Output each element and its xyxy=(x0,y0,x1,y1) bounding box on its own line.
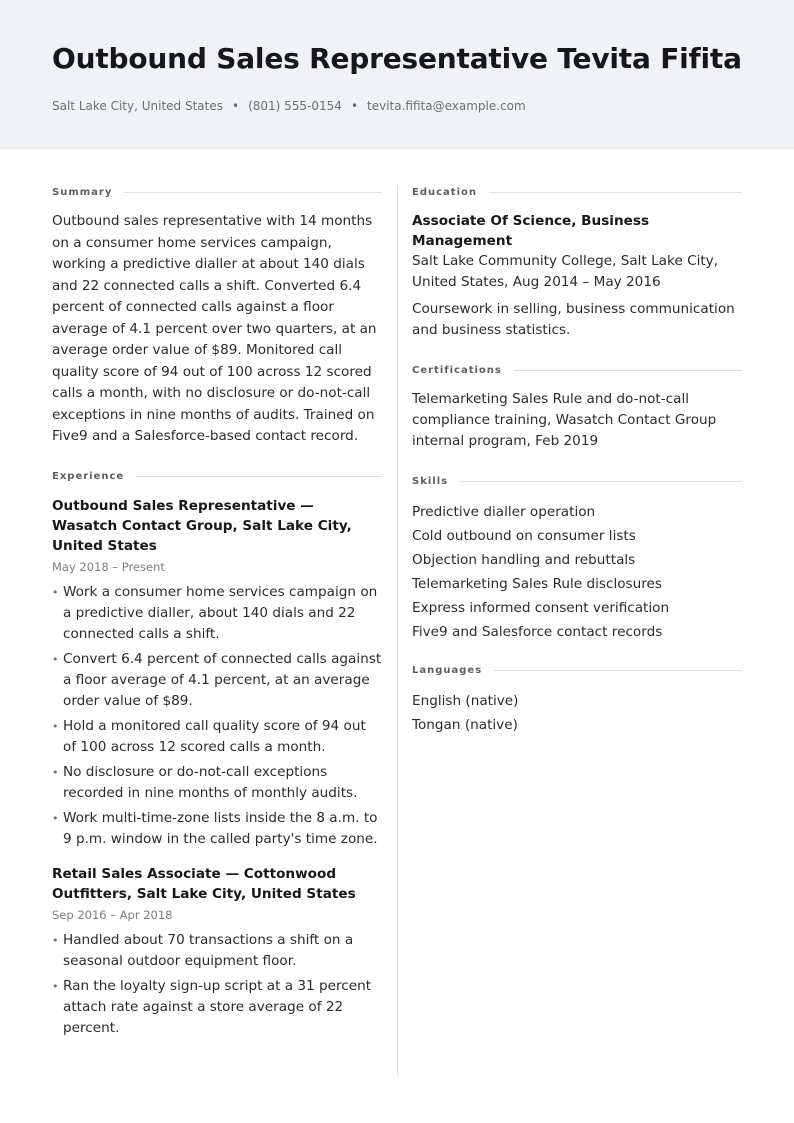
bullet-text: Convert 6.4 percent of connected calls against a floor average of 4.1 percent, at an average order value of $89. xyxy=(63,650,382,709)
degree-title: Associate Of Science, Business Management xyxy=(412,213,650,249)
list-item xyxy=(52,649,382,712)
section-heading xyxy=(412,184,742,200)
list-item: Five9 and Salesforce contact records xyxy=(412,624,663,640)
bullet-icon: • xyxy=(52,719,59,733)
list-item: English (native) xyxy=(412,693,519,709)
job-entry xyxy=(52,496,382,850)
list-item xyxy=(52,716,382,758)
bullet-text: No disclosure or do-not-call exceptions recorded in nine months of monthly audits. xyxy=(63,763,358,801)
job-bullets xyxy=(52,582,382,850)
languages-list xyxy=(412,689,742,737)
candidate-name: Outbound Sales Representative Tevita Fifita xyxy=(52,42,742,75)
languages-section xyxy=(412,662,742,737)
education-section xyxy=(412,184,742,341)
bullet-text: Work multi-time-zone lists inside the 8 a.m. to 9 p.m. window in the called party's time zone. xyxy=(63,809,378,847)
list-item xyxy=(52,976,382,1039)
skills-list xyxy=(412,500,742,644)
email-text: tevita.fifita@example.com xyxy=(367,99,526,113)
school-details: Salt Lake Community College, Salt Lake City, United States, Aug 2014 – May 2016 xyxy=(412,253,719,290)
list-item: Cold outbound on consumer lists xyxy=(412,528,636,544)
coursework-note: Coursework in selling, business communication and business statistics. xyxy=(412,301,735,338)
languages-heading: Languages xyxy=(412,664,483,676)
list-item: Tongan (native) xyxy=(412,717,518,733)
location-text: Salt Lake City, United States xyxy=(52,99,223,113)
job-dates: Sep 2016 – Apr 2018 xyxy=(52,907,173,922)
heading-rule xyxy=(494,670,742,671)
list-item xyxy=(52,808,382,850)
section-heading xyxy=(412,662,742,678)
summary-heading: Summary xyxy=(52,186,113,198)
heading-rule xyxy=(460,481,742,482)
bullet-text: Ran the loyalty sign-up script at a 31 percent attach rate against a store average of 22 percent. xyxy=(63,977,372,1036)
certifications-section xyxy=(412,362,742,452)
phone-text: (801) 555-0154 xyxy=(248,99,342,113)
heading-rule xyxy=(136,476,382,477)
summary-section xyxy=(52,184,382,448)
bullet-text: Handled about 70 transactions a shift on a seasonal outdoor equipment floor. xyxy=(63,931,354,969)
section-heading xyxy=(412,362,742,378)
column-divider xyxy=(397,186,398,1076)
experience-section xyxy=(52,469,382,1039)
bullet-icon: • xyxy=(52,765,59,779)
skills-heading: Skills xyxy=(412,475,449,487)
certifications-heading: Certifications xyxy=(412,364,502,376)
bullet-icon: • xyxy=(52,933,59,947)
certification-text: Telemarketing Sales Rule and do-not-call compliance training, Wasatch Contact Group internal program, Feb 2019 xyxy=(412,391,717,449)
section-heading xyxy=(52,469,382,485)
bullet-icon: • xyxy=(52,652,59,666)
resume-header xyxy=(0,0,794,149)
list-item xyxy=(52,582,382,645)
heading-rule xyxy=(124,192,382,193)
list-item: Predictive dialler operation xyxy=(412,504,596,520)
job-entry xyxy=(52,864,382,1039)
section-heading xyxy=(52,184,382,200)
skills-section xyxy=(412,473,742,644)
separator-dot-icon: • xyxy=(232,99,240,113)
bullet-icon: • xyxy=(52,979,59,993)
heading-rule xyxy=(489,192,742,193)
summary-text: Outbound sales representative with 14 months on a consumer home services campaign, working a predictive dialler at about 140 dials and 22 connected calls a shift. Converted 6.4 percent of connected calls against a floor average of 4.1 percent over two quarters, at an average order value of $89. Monitored call quality score of 94 out of 100 across 12 scored calls a month, with no disclosure or do-not-call exceptions in nine months of audits. Trained on Five9 and a Salesforce-based contact record. xyxy=(52,213,377,444)
separator-dot-icon: • xyxy=(350,99,359,113)
job-title: Retail Sales Associate — Cottonwood Outfitters, Salt Lake City, United States xyxy=(52,865,356,902)
list-item xyxy=(52,930,382,972)
bullet-text: Work a consumer home services campaign on a predictive dialler, about 140 dials and 22 connected calls a shift. xyxy=(63,583,378,642)
list-item: Telemarketing Sales Rule disclosures xyxy=(412,576,662,592)
education-heading: Education xyxy=(412,186,477,198)
heading-rule xyxy=(514,370,742,371)
bullet-text: Hold a monitored call quality score of 94 out of 100 across 12 scored calls a month. xyxy=(63,717,366,755)
list-item: Express informed consent verification xyxy=(412,600,670,616)
job-dates: May 2018 – Present xyxy=(52,559,165,574)
job-bullets xyxy=(52,930,382,1039)
left-column xyxy=(52,184,382,1043)
right-column xyxy=(412,184,742,737)
bullet-icon: • xyxy=(52,585,59,599)
job-title: Outbound Sales Representative — Wasatch Contact Group, Salt Lake City, United States xyxy=(52,497,352,554)
list-item: Objection handling and rebuttals xyxy=(412,552,636,568)
experience-heading: Experience xyxy=(52,471,125,482)
section-heading xyxy=(412,473,742,489)
contact-line xyxy=(52,99,526,113)
bullet-icon: • xyxy=(52,811,59,825)
list-item xyxy=(52,762,382,804)
